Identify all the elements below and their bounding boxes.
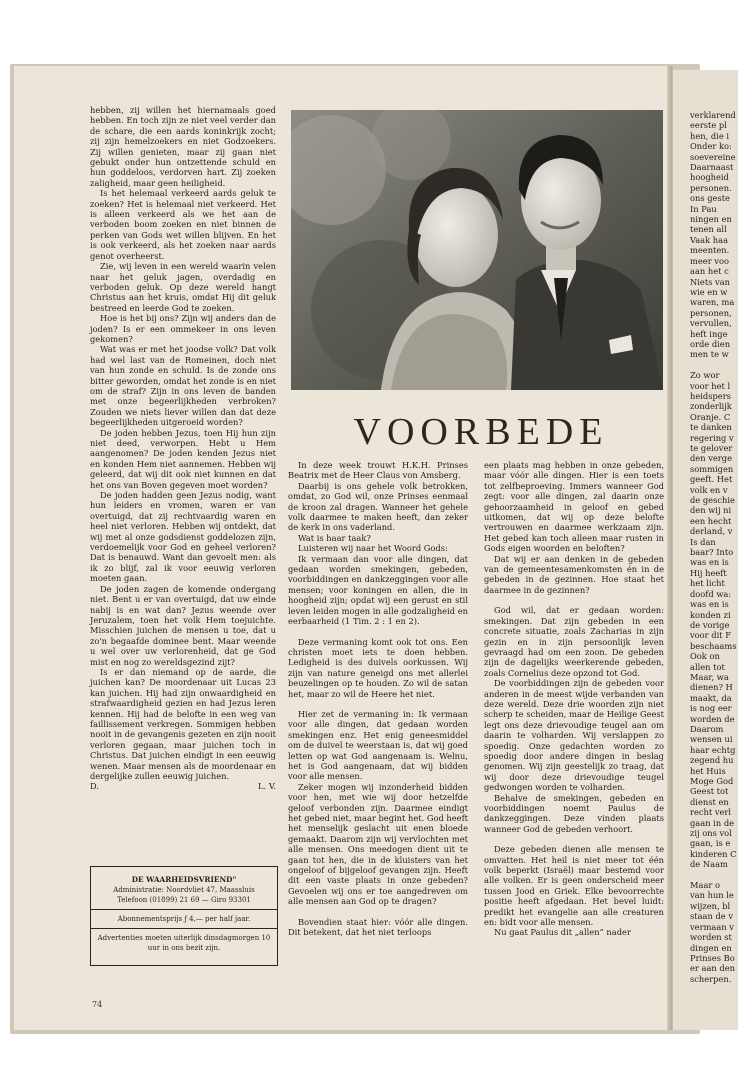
paragraph: Nu gaat Paulus dit „allen” nader: [494, 927, 631, 938]
box-title: DE WAARHEIDSVRIEND": [131, 875, 237, 884]
fragment-line: verklarend: [690, 110, 736, 120]
fragment-line: Prinses Bo: [690, 952, 735, 963]
fragment-line: eerste pl: [690, 120, 727, 131]
box-divider: [91, 928, 277, 929]
fragment-line: zij ons vol: [690, 828, 732, 839]
fragment-line: heidspers: [690, 390, 731, 401]
fragment-line: aan het c: [690, 266, 729, 277]
fragment-line: hoogheid: [690, 172, 729, 183]
fragment-line: van hun le: [690, 890, 734, 901]
fragment-line: dienen? H: [690, 682, 733, 693]
fragment-line: meenten.: [690, 245, 730, 256]
fragment-line: maakt, da: [690, 692, 732, 703]
fragment-line: zegend hu: [690, 755, 734, 766]
paragraph: Deze vermaning komt ook tot ons. Een christen moet iets te doen hebben. Ledigheid is des duivels oorkussen. Wij zijn van nature geneigd ons met allerlei beuzelingen op te houden. Zo wil de satan het, maar zo wil de Heere het niet.: [288, 636, 468, 699]
fragment-line: sommigen: [690, 463, 734, 474]
fragment-line: de vorige: [690, 619, 730, 630]
paragraph: Dat wij er aan denken in de gebeden van de gemeentesamenkomsten én in de gebeden in de gezinnen. Hoe staat het daarmee in de gezinnen?: [484, 553, 664, 595]
photo-illustration: [291, 110, 663, 390]
fragment-line: worden st: [690, 932, 732, 943]
paragraph: Is er dan niemand op de aarde, die juichen kan? De moordenaar uit Lucas 23 kan juichen. Hij had zijn onwaardigheid en strafwaardigheid gezien en had Jezus leren kennen. Hij had de belofte in een weg van faillissement verkregen. Sommigen hebben nooit in de gevangenis gezeten en zijn nooit verloren gegaan, maar juichen toch in Christus. Dat juichen eindigt in een eeuwig wenen. Maar mensen als de moordenaar en dergelijke zullen eeuwig juichen.: [90, 666, 276, 781]
paragraph: De voorbiddingen zijn de gebeden voor anderen in de meest wijde verbanden van deze wereld. Deze drie woorden zijn niet scherp te scheiden, maar de Heilige Geest legt ons deze drievoudige teugel aan om daarin te volharden. Wij verslappen zo spoedig. Onze gedachten worden zo spoedig door andere dingen in beslag genomen. Wij zijn geestelijk zo traag, dat wij door deze drievoudige teugel gedwongen worden te volharden.: [484, 678, 664, 793]
paragraph: een plaats mag hebben in onze gebeden, maar vóór alle dingen. Hier is een toets tot zelfbeproeving. Immers wanneer God zegt: voor alle dingen, zal daarin onze gehoorzaamheid in geloof en gebed uitkomen, dat wij op deze belofte vertrouwen en daarmee werkzaam zijn. Het gebed kan toch alleen maar rusten in Gods eigen woorden en beloften?: [484, 460, 664, 554]
paragraph: Behalve de smekingen, gebeden en voorbiddingen noemt Paulus de dankzeggingen. Deze vinden plaats wanneer God de gebeden verhoort.: [484, 792, 664, 834]
subscription-price: Abonnementsprijs ƒ 4,— per half jaar.: [117, 915, 251, 923]
paragraph: Zie, wij leven in een wereld waarin velen naar het geluk jagen, overdadig en verboden geluk. Op deze wereld hangt Christus aan het kruis, omdat Hij dit geluk bestreed en leerde God te zoeken.: [90, 261, 276, 313]
fragment-line: Zo wor: [690, 370, 720, 381]
paragraph: Zeker mogen wij inzonderheid bidden voor hen, met wie wij door hetzelfde geloof verbonden zijn. Daarmee eindigt het gebed niet, maar begint het. God heeft het menselijk geslacht uit enen bloede gemaakt. Daarom zijn wij vervlochten met alle mensen. Ons meedogen dient uit te gaan tot hen, die in de kluisters van het ongeloof of bijgeloof gevangen zijn. Heeft dit een vaste plaats in onze gebeden? Gevoelen wij ons er toe aangedreven om alle mensen aan God op te dragen?: [288, 781, 468, 907]
fragment-line: meer voo: [690, 255, 729, 266]
paragraph: Hier zet de vermaning in: Ik vermaan voor alle dingen, dat gedaan worden smekingen enz. Het enig geneesmiddel om de duivel te weerstaan is, dat wij goed letten op wat God aangenaam is. Welnu, het is God aangenaam, dat wij bidden voor alle mensen.: [288, 708, 468, 782]
fragment-line: beschaams: [690, 640, 737, 651]
fragment-line: Vaak haa: [690, 234, 729, 245]
fragment-line: kinderen C: [690, 848, 737, 859]
fragment-line: regering v: [690, 432, 734, 443]
paragraph: Ik vermaan dan voor alle dingen, dat gedaan worden smekingen, gebeden, voorbiddingen en dankzeggingen voor alle mensen; voor koningen en allen, die in hoogheid zijn; opdat wij een gerust en stil leven leiden mogen in alle godzaligheid en eerbaarheid (1 Tim. 2 : 1 en 2).: [288, 553, 468, 627]
fragment-line: een hecht: [690, 515, 732, 526]
fragment-line: den wij ni: [690, 505, 732, 516]
paragraph: Daarbij is ons gehele volk betrokken, omdat, zo God wil, onze Prinses eenmaal de kroon zal dragen. Wanneer het gehele volk daarmee te maken heeft, dan zeker de kerk in ons vaderland.: [288, 480, 468, 533]
fragment-line: dienst en: [690, 796, 729, 807]
fragment-line: ningen en: [690, 214, 732, 225]
paragraph: Is het helemaal verkeerd aards geluk te zoeken? Het is helemaal niet verkeerd. Het is alleen verkeerd als we het aan de verboden boom zoeken en niet binnen de perken van Gods wet willen blijven. En het is ook verkeerd, als het zoeken naar aards genot overheerst.: [90, 188, 276, 261]
paragraph: Bovendien staat hier: vóór alle dingen. Dit betekent, dat het niet terloops: [288, 916, 468, 938]
fragment-line: was en is: [690, 557, 729, 568]
fragment-line: Niets van: [690, 276, 731, 287]
royal-couple-photo: [291, 110, 663, 390]
fragment-line: ons geste: [690, 193, 730, 204]
paragraph: Wat is haar taak?: [298, 532, 371, 543]
paragraph: hebben, zij willen het hiernamaals goed hebben. En toch zijn ze niet veel verder dan de schare, die een aards koninkrijk zocht; zij zijn hemelzoekers en niet Godzoekers. Zij willen genieten, maar zij gaan niet gebukt onder hun ontzettende schuld en hun goddeloos, verdorven hart. Zij zoeken zaligheid, maar geen heiligheid.: [90, 105, 276, 188]
fragment-line: staan de v: [690, 911, 734, 922]
next-page-fragment: [690, 110, 738, 984]
fragment-line: baar? Into: [690, 547, 734, 558]
fragment-line: Oranje. C: [690, 411, 731, 422]
fragment-line: men te w: [690, 349, 729, 360]
administration-address: Administratie: Noordvliet 47, Maassluis: [113, 886, 255, 894]
right-text-column: [484, 460, 664, 938]
fragment-line: vervullen,: [690, 318, 732, 329]
fragment-line: de geschie: [690, 495, 735, 506]
fragment-line: Moge God: [690, 776, 734, 786]
fragment-line: derland, v: [690, 526, 733, 537]
box-divider: [91, 909, 277, 910]
paragraph: De joden hadden geen Jezus nodig, want hun leiders en vromen, waren er van overtuigd, dat zij rechtvaardig waren en heel niet verloren. Hebben wij ontdekt, dat wij met al onze godsdienst goddelozen zijn, verdoemelijk voor God en geheel verloren? Dat is benauwd. Want dan gevoelt men: als ik zo blijf, zal ik voor eeuwig verloren moeten gaan.: [90, 490, 276, 584]
fragment-line: wijzen, bl: [690, 900, 731, 911]
fragment-line: Geest tot: [690, 786, 729, 797]
author-signature: [90, 781, 276, 791]
fragment-line: gaan, is e: [690, 838, 731, 849]
fragment-line: hen, die i: [690, 130, 730, 141]
fragment-line: doofd wa:: [690, 588, 732, 599]
middle-text-column: [288, 460, 468, 937]
fragment-line: er aan den: [690, 963, 735, 974]
fragment-line: geeft. Het: [690, 474, 733, 485]
left-text-column: [90, 105, 276, 792]
fragment-line: Maar, wa: [690, 671, 729, 682]
fragment-line: haar echtg: [690, 744, 736, 755]
fragment-line: den verge: [690, 453, 732, 464]
paragraph: De joden zagen de komende ondergang niet. Bent u er van overtuigd, dat uw einde nabij is en wat dan? Jezus weende over Jeruzalem, toen het volk Hem toejuichte. Misschien juichen de mensen u toe, dat u zo'n begaafde dominee bent. Maar weende u wel over uw verlorenheid, dat ge God mist en nog zo wereldsgezind zijt?: [90, 583, 276, 667]
fragment-line: konden zi: [690, 609, 731, 620]
phone-giro: Telefoon (01899) 21 69 — Giro 93301: [117, 896, 251, 904]
fragment-line: voor dit F: [690, 630, 731, 641]
fragment-line: tenen all: [690, 224, 727, 235]
fragment-line: voor het l: [690, 380, 731, 391]
fragment-line: personen,: [690, 307, 732, 318]
fragment-line: is nog eer: [690, 703, 732, 714]
fragment-line: soevereine: [690, 151, 736, 162]
fragment-line: heft inge: [690, 328, 728, 339]
paragraph: Hoe is het bij ons? Zijn wij anders dan de joden? Is er een ommekeer in ons leven gekomen?: [90, 313, 276, 344]
fragment-line: de Naam: [690, 859, 728, 870]
signature-initial-left: D.: [90, 781, 99, 792]
fragment-line: zonderlijk: [690, 401, 732, 412]
fragment-line: scherpen.: [690, 973, 732, 984]
fragment-line: het Huis: [690, 765, 726, 776]
fragment-line: te gelover: [690, 443, 733, 453]
fragment-line: gaan in de: [690, 817, 735, 828]
paragraph: In deze week trouwt H.K.H. Prinses Beatrix met de Heer Claus von Amsberg.: [288, 460, 468, 481]
advertising-deadline: Advertenties moeten uiterlijk dinsdagmorgen 10 uur in ons bezit zijn.: [97, 934, 271, 952]
fragment-line: orde dien: [690, 338, 731, 349]
fragment-line: vermaan v: [690, 921, 734, 932]
subscription-info-box: [90, 866, 278, 966]
article-headline: VOORBEDE: [353, 411, 609, 453]
fragment-line: personen.: [690, 182, 732, 193]
paragraph: God wil, dat er gedaan worden: smekingen. Dat zijn gebeden in een concrete situatie, zoals Zacharias in zijn gezin en in zijn persoonlijk leven gevraagd had om een zoon. De gebeden zijn de dagelijks weerkerende gebeden, zoals Cornelius deze opzond tot God.: [484, 605, 664, 678]
fragment-line: waren, ma: [690, 297, 735, 308]
signature-initials-right: L. V.: [258, 781, 276, 792]
paragraph: Luisteren wij naar het Woord Gods:: [298, 543, 448, 554]
fragment-line: Hij heeft: [690, 567, 727, 578]
fragment-line: In Pau: [690, 203, 717, 214]
fragment-line: te danken: [690, 422, 732, 433]
fragment-line: volk en v: [690, 484, 728, 495]
fragment-line: recht verl: [690, 807, 732, 818]
fragment-line: wie en w: [690, 286, 728, 297]
paragraph: Wat was er met het joodse volk? Dat volk had wel last van de Romeinen, doch niet van hun zonde en schuld. Is de zonde ons bitter geworden, omdat het zonde is en niet om de straf? Zijn in ons leven de banden met onze begeerlijkheden verbroken? Zouden we niets liever willen dan dat deze begeerlijkheden uitgeroeid worden?: [90, 344, 276, 428]
fragment-line: worden de: [690, 713, 735, 724]
fragment-line: het licht: [690, 578, 725, 589]
fragment-line: Maar o: [690, 880, 720, 891]
fragment-line: allen tot: [690, 661, 725, 672]
paragraph: Deze gebeden dienen alle mensen te omvatten. Het heil is niet meer tot één volk beperkt (Israël) maar bestemd voor alle volken. Er is geen onderscheid meer tussen Jood en Griek. Elke bevoorrechte positie heeft afgedaan. Het bevel luidt: predikt het evangelie aan alle creaturen en: bidt voor alle mensen.: [484, 844, 664, 928]
page-number: 74: [92, 1000, 103, 1009]
paragraph: De joden hebben Jezus, toen Hij hun zijn niet deed, verworpen. Hebt u Hem aangenomen? De joden kenden Jezus niet en konden Hem niet aannemen. Hebben wij geleerd, dat wij dit ook niet kunnen en dat het ons van Boven gegeven moet worden?: [90, 427, 276, 490]
fragment-line: [690, 360, 738, 370]
fragment-line: Daarnaast: [690, 162, 734, 173]
fragment-line: Is dan: [690, 536, 716, 547]
fragment-line: Onder ko:: [690, 141, 732, 152]
fragment-line: wensen ui: [690, 734, 733, 745]
fragment-line: [690, 870, 738, 880]
fragment-line: dingen en: [690, 942, 732, 953]
fragment-line: Ook on: [690, 651, 720, 662]
fragment-line: Daarom: [690, 723, 724, 734]
fragment-line: was en is: [690, 599, 729, 610]
